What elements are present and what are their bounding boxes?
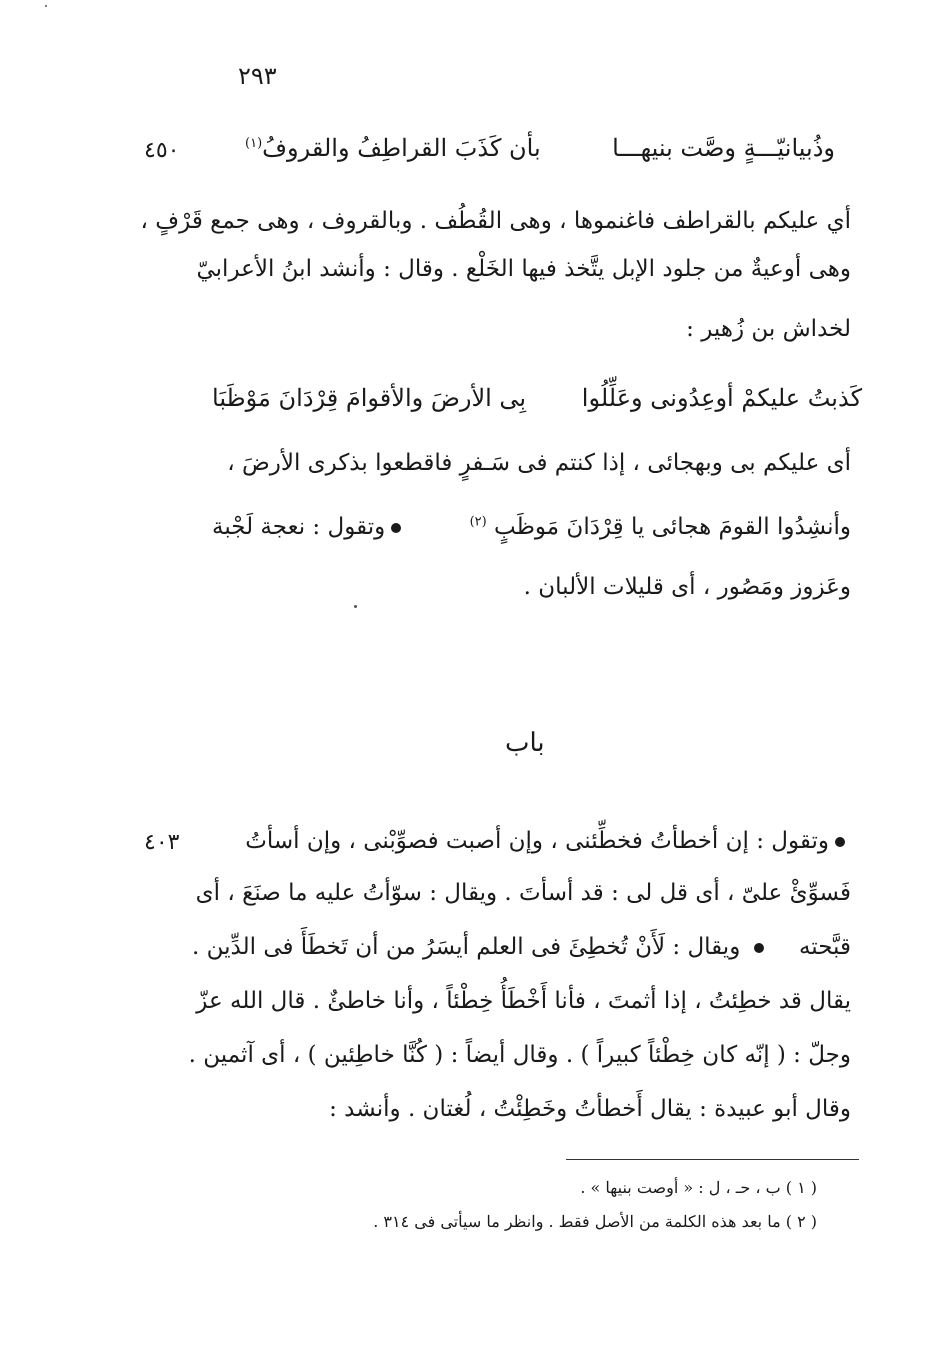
- section-line-1: [245, 828, 851, 856]
- footnote-2: ( ٢ ) ما بعد هذه الكلمة من الأصل فقط . وانظر ما سيأتى فى ٣١٤ .: [373, 1212, 817, 1231]
- verse-1-hemistich-left-text: بأن كَذَبَ القراطِفُ والقروفُ: [262, 134, 541, 162]
- paragraph-2-line-2-end: [212, 514, 407, 542]
- paragraph-1-line-2: وهى أوعيةٌ من جلود الإبل يتَّخذ فيها الخَلْع . وقال : وأنشد ابنُ الأعرابيّ: [196, 256, 851, 282]
- section-title: باب: [505, 728, 545, 758]
- paragraph-2-line-1: أى عليكم بى وبهجائى ، إذا كنتم فى سَـفرٍ فاقطعوا بذكرى الأرضَ ،: [227, 450, 851, 476]
- paragraph-2-line-2: [470, 514, 851, 542]
- scan-speck: [45, 5, 47, 7]
- paragraph-2-line-3: وعَزوز ومَصُور ، أى قليلات الألبان .: [523, 574, 851, 600]
- footnote-1: ( ١ ) ب ، حـ ، ل : « أوصت بنيها » .: [580, 1178, 817, 1197]
- bullet-icon: [391, 523, 401, 533]
- paragraph-2-line-2-end-text: وتقول : نعجة لَجْبة: [212, 514, 386, 540]
- verse-2: [212, 384, 862, 412]
- verse-1-hemistich-right: وذُبيانيّـــةٍ وصَّت بنيهـــا: [612, 134, 835, 162]
- section-line-2: فَسوِّئْ علىّ ، أى قل لى : قد أسأتَ . ويقال : سوّأتُ عليه ما صنَعَ ، أى: [195, 880, 851, 906]
- section-line-3: [192, 934, 851, 962]
- bullet-icon: [754, 943, 764, 953]
- section-line-4: يقال قد خطِئتُ ، إذا أثمتَ ، فأنا أَخْطَأُ خِطْئاً ، وأنا خاطئٌ . قال الله عزّ: [196, 988, 851, 1014]
- page-number: ٢٩٣: [238, 62, 277, 90]
- footnote-ref-1: (١): [245, 136, 263, 151]
- paragraph-1-line-3: لخداش بن زُهير :: [686, 316, 851, 342]
- section-line-5: وجلّ : ( إنّه كان خِطْئاً كبيراً ) . وقال أيضاً : ( كُنَّا خاطِئين ) ، أى آثمين .: [188, 1042, 851, 1068]
- section-line-1-text: وتقول : إن أخطأتُ فخطِّئنى ، وإن أصبت فصوِّبْنى ، وإن أسأتُ: [245, 828, 829, 854]
- footnote-ref-2: (٢): [469, 514, 487, 530]
- paragraph-2-line-2-text: وأنشِدُوا القومَ هجائى يا قِرْدَانَ مَوظَبٍ: [494, 514, 851, 540]
- verse-2-hemistich-right: كَذبتُ عليكمْ أوعِدُونى وعَلِّلُوا: [581, 384, 862, 412]
- scan-speck: [354, 605, 357, 608]
- verse-2-hemistich-left: بِى الأرضَ والأقوامَ قِرْدَانَ مَوْظَبَا: [212, 384, 527, 412]
- verse-1-hemistich-left: [245, 134, 541, 162]
- verse-1: [245, 134, 835, 162]
- section-line-3-start: قبَّحته: [798, 934, 851, 960]
- section-line-6: وقال أبو عبيدة : يقال أَخطأتُ وخَطِئْتُ ، لُغتان . وأنشد :: [329, 1096, 851, 1122]
- section-line-3-rest: ويقال : لَأَنْ تُخطِئَ فى العلم أيسَرُ من أن تَخطَأَ فى الدِّين .: [192, 934, 741, 960]
- paragraph-1-line-1: أي عليكم بالقراطف فاغنموها ، وهى القُطُف . وبالقروف ، وهى جمع قَرْفٍ ،: [140, 208, 851, 234]
- footnote-rule: [566, 1159, 859, 1160]
- bullet-icon: [835, 837, 845, 847]
- margin-number-450: ٤٥٠: [144, 138, 180, 163]
- margin-number-403: ٤٠٣: [144, 830, 180, 855]
